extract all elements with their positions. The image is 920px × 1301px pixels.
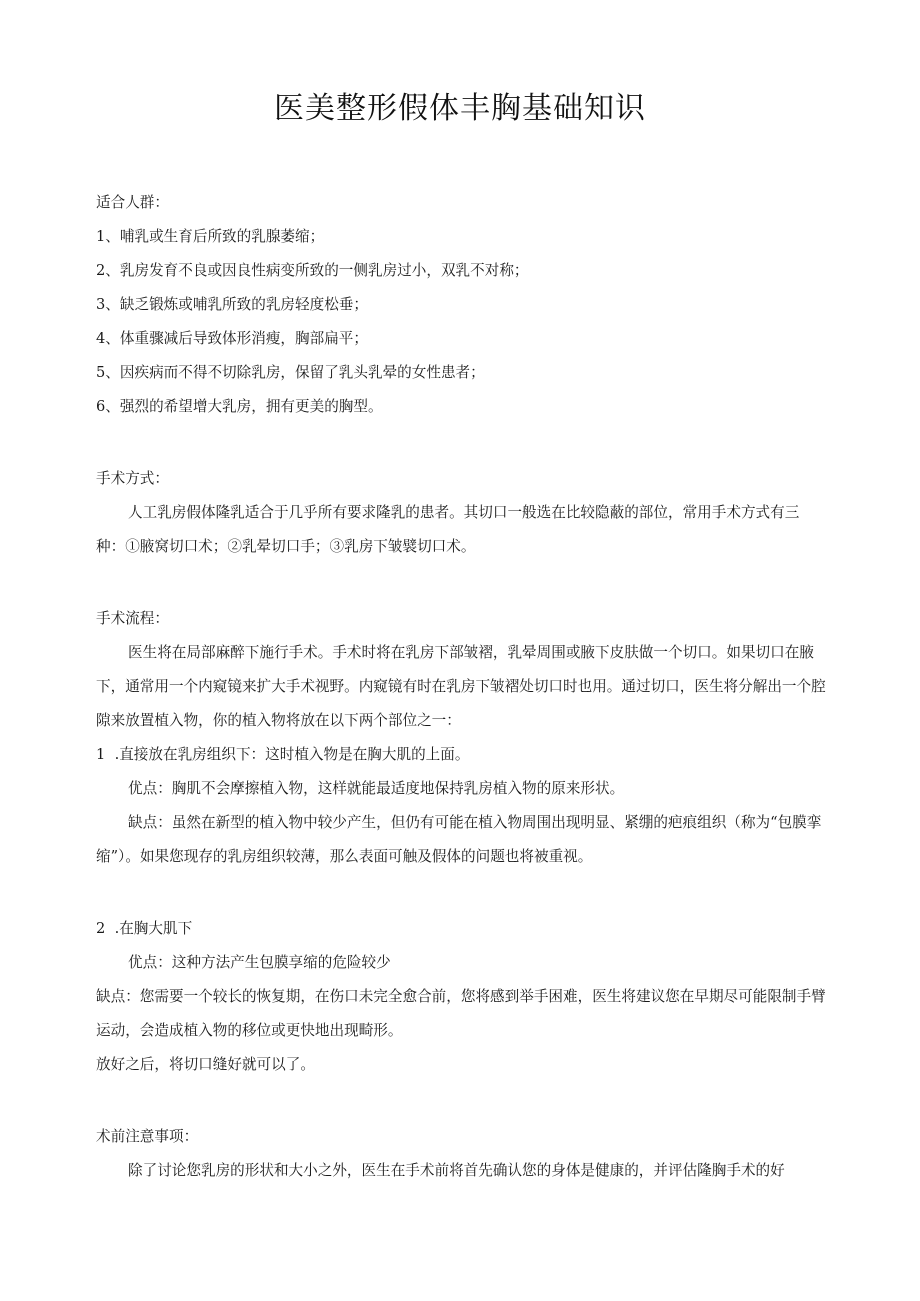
option-2-pro: 优点：这种方法产生包膜享缩的危险较少 [128, 954, 391, 971]
paragraph-process: 医生将在局部麻醉下施行手术。手术时将在乳房下部皱褶，乳晕周围或腋下皮肤做一个切口。如果切口在腋下，通常用一个内窥镜来扩大手术视野。内窥镜有时在乳房下皱褶处切口时也用。通过切口，医生将分解出一个腔隙来放置植入物，你的植入物将放在以下两个部位之一： [96, 644, 826, 729]
spacer [96, 874, 826, 912]
paragraph-method: 人工乳房假体隆乳适合于几乎所有要求隆乳的患者。其切口一般选在比较隐蔽的部位，常用手术方式有三种：①腋窝切口术；②乳晕切口手；③乳房下皱襞切口术。 [96, 504, 800, 555]
list-item: 3、缺乏锻炼或哺乳所致的乳房轻度松垂； [96, 296, 368, 313]
option-2-label: 2 .在胸大肌下 [96, 920, 193, 937]
list-item: 4、体重骤减后导致体形消瘦，胸部扁平； [96, 330, 368, 347]
section-heading-suitable: 适合人群： [96, 194, 169, 211]
spacer [96, 1082, 826, 1120]
list-item: 2、乳房发育不良或因良性病变所致的一侧乳房过小，双乳不对称； [96, 262, 529, 279]
page-title: 医美整形假体丰胸基础知识 [274, 91, 646, 126]
option-1-con: 缺点：虽然在新型的植入物中较少产生，但仍有可能在植入物周围出现明显、紧绷的疤痕组织（称为“包膜挛缩”）。如果您现存的乳房组织较薄，那么表面可触及假体的问题也将被重视。 [96, 814, 822, 865]
option-2-con: 缺点：您需要一个较长的恢复期，在伤口未完全愈合前，您将感到举手困难，医生将建议您在早期尽可能限制手臂运动，会造成植入物的移位或更快地出现畸形。 [96, 988, 826, 1039]
section-heading-process: 手术流程： [96, 610, 169, 627]
document-body [96, 186, 826, 1188]
section-heading-preop: 术前注意事项： [96, 1128, 199, 1145]
list-item: 5、因疾病而不得不切除乳房，保留了乳头乳晕的女性患者； [96, 364, 485, 381]
section-heading-method: 手术方式： [96, 470, 169, 487]
spacer [96, 424, 826, 462]
option-1-pro: 优点：胸肌不会摩擦植入物，这样就能最适度地保持乳房植入物的原来形状。 [128, 780, 625, 797]
list-item: 6、强烈的希望增大乳房，拥有更美的胸型。 [96, 398, 383, 415]
paragraph-preop: 除了讨论您乳房的形状和大小之外，医生在手术前将首先确认您的身体是健康的，并评估隆胸手术的好 [128, 1162, 785, 1179]
option-2-closing: 放好之后，将切口缝好就可以了。 [96, 1056, 315, 1073]
spacer [96, 564, 826, 602]
list-item: 1、哺乳或生育后所致的乳腺萎缩； [96, 228, 325, 245]
option-1-label: 1 .直接放在乳房组织下：这时植入物是在胸大肌的上面。 [96, 746, 470, 763]
